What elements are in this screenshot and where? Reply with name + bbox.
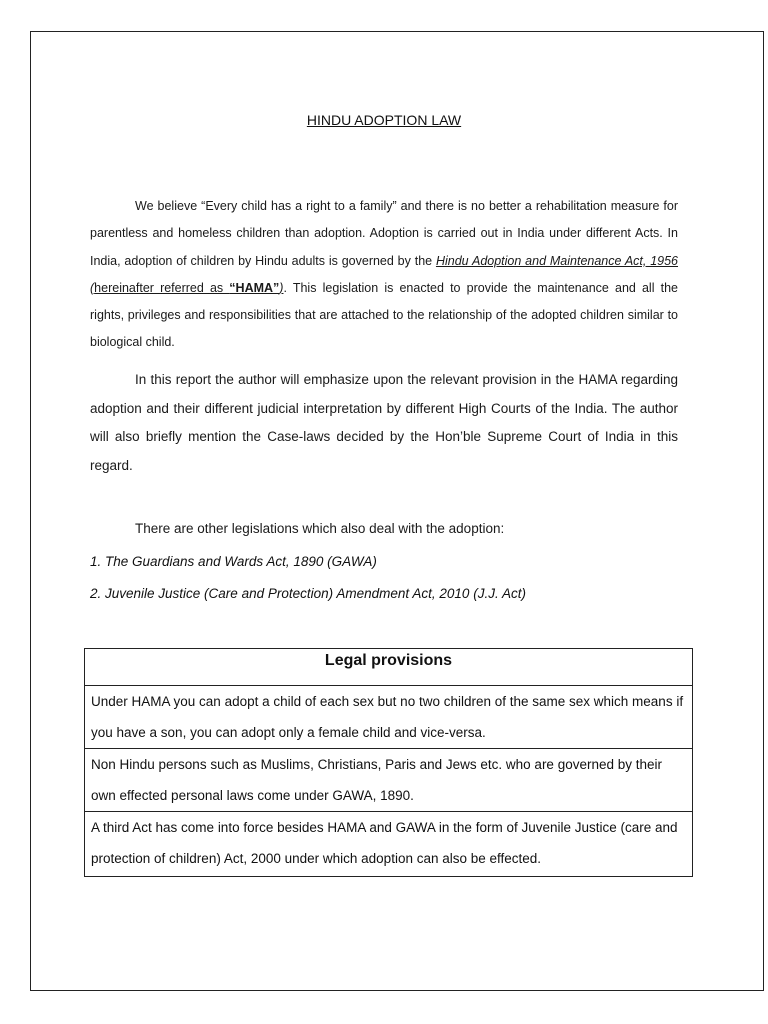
table-row: Non Hindu persons such as Muslims, Christians, Paris and Jews etc. who are governed by their own effected personal laws come under GAWA, 1890. (85, 749, 692, 812)
act-name: Hindu Adoption and Maintenance Act, 1956 ( (90, 253, 679, 295)
intro-text-1: We believe “Every child has a right to a family” and there is no better a rehabilitation measure for parentless and homeless children than adoption. Adoption is carried out in India under different Acts. In India, adoption of children by Hindu adults is governed by the (90, 199, 678, 268)
report-text: In this report the author will emphasize upon the relevant provision in the HAMA regarding adoption and their different judicial interpretation by different High Courts of the India. The author will also briefly mention the Case-laws decided by the Hon’ble Supreme Court of India in this regard. (90, 372, 678, 473)
legislations-intro (90, 519, 678, 539)
list-item: 1. The Guardians and Wards Act, 1890 (GAWA) (90, 554, 377, 569)
table-row: Under HAMA you can adopt a child of each sex but no two children of the same sex which means if you have a son, you can adopt only a female child and vice-versa. (85, 686, 692, 749)
list-item: 2. Juvenile Justice (Care and Protection) Amendment Act, 2010 (J.J. Act) (90, 586, 526, 601)
referred-text: hereinafter referred as (94, 280, 230, 295)
act-close-paren: ) (279, 280, 284, 295)
hama-abbrev: “HAMA” (229, 280, 280, 295)
legal-provisions-table (84, 648, 693, 877)
table-heading: Legal provisions (85, 649, 692, 686)
intro-paragraph (90, 193, 678, 357)
table-row: A third Act has come into force besides HAMA and GAWA in the form of Juvenile Justice (care and protection of children) Act, 2000 under which adoption can also be effected. (91, 820, 678, 866)
document-title: HINDU ADOPTION LAW (306, 112, 462, 128)
intro-text-2: . This legislation is enacted to provide the maintenance and all the rights, privileges and responsibilities that are attached to the relationship of the adopted children similar to biological child. (90, 280, 678, 350)
report-paragraph (90, 366, 678, 480)
legislations-text: There are other legislations which also deal with the adoption: (135, 521, 505, 536)
